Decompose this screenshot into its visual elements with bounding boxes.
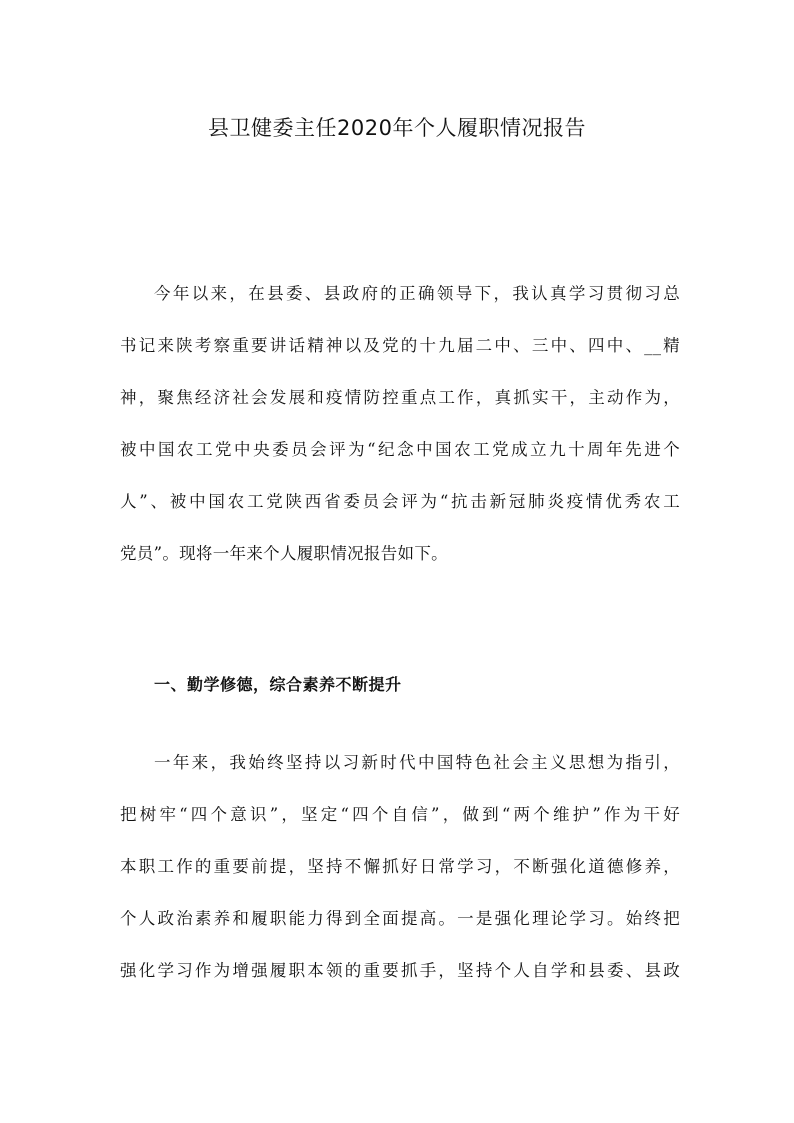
section-heading: 一、勤学修德，综合素养不断提升 — [154, 675, 402, 694]
paragraph-line: 本职工作的重要前提，坚持不懈抓好日常学习，不断强化道德修养， — [120, 857, 680, 876]
paragraph-line: 神，聚焦经济社会发展和疫情防控重点工作，真抓实干，主动作为， — [120, 388, 680, 407]
section-paragraph — [120, 737, 680, 997]
paragraph-line: 强化学习作为增强履职本领的重要抓手，坚持个人自学和县委、县政 — [120, 961, 680, 980]
paragraph-line: 人”、被中国农工党陕西省委员会评为“抗击新冠肺炎疫情优秀农工 — [120, 492, 680, 511]
document-title: 县卫健委主任2020年个人履职情况报告 — [208, 116, 586, 140]
paragraph-line: 被中国农工党中央委员会评为“纪念中国农工党成立九十周年先进个 — [120, 440, 680, 459]
paragraph-line: 一年来，我始终坚持以习新时代中国特色社会主义思想为指引， — [154, 753, 680, 772]
paragraph-line: 个人政治素养和履职能力得到全面提高。一是强化理论学习。始终把 — [120, 909, 680, 928]
paragraph-line: 书记来陕考察重要讲话精神以及党的十九届二中、三中、四中、__精 — [120, 336, 680, 355]
intro-paragraph — [120, 268, 680, 580]
paragraph-line: 今年以来，在县委、县政府的正确领导下，我认真学习贯彻习总 — [154, 284, 680, 303]
paragraph-line: 党员”。现将一年来个人履职情况报告如下。 — [120, 544, 448, 563]
paragraph-line: 把树牢“四个意识”，坚定“四个自信”，做到“两个维护”作为干好 — [120, 805, 680, 824]
